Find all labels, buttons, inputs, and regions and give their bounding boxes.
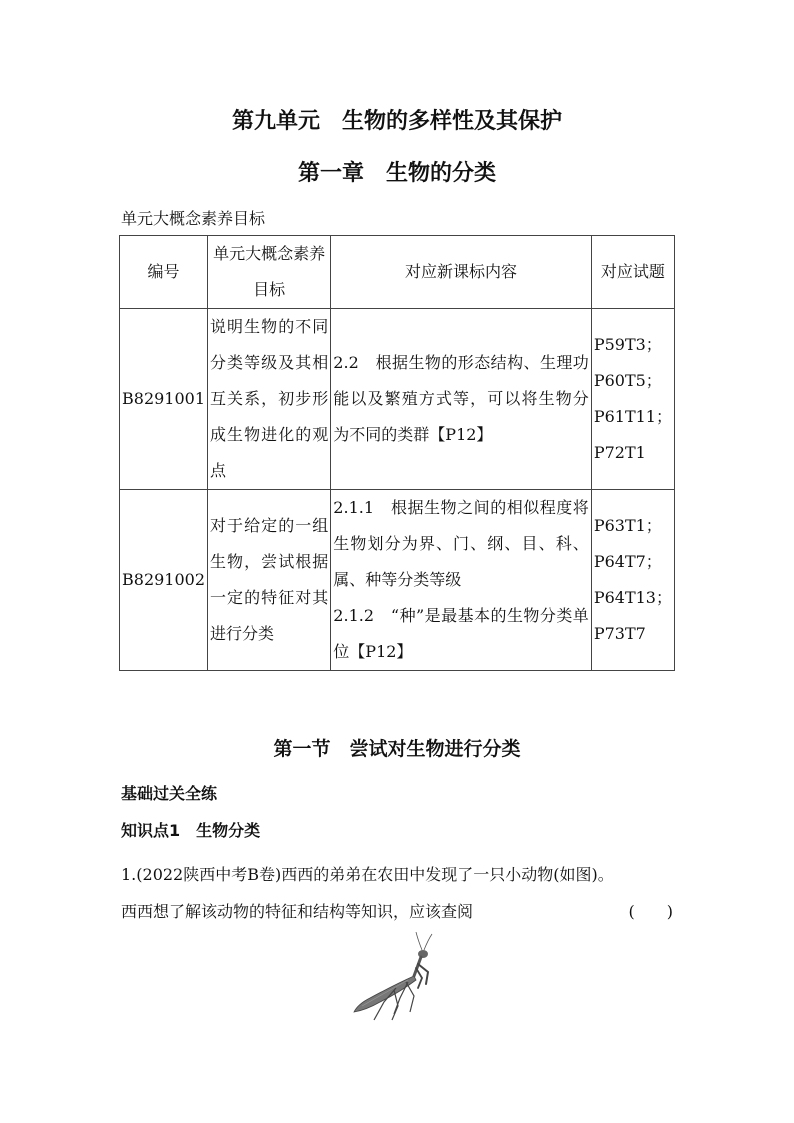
row-tests-cell	[591, 309, 674, 490]
section-title: 第一节 尝试对生物进行分类	[273, 738, 521, 760]
praying-mantis-icon	[348, 932, 443, 1022]
header-cell-tests: 对应试题	[591, 236, 674, 309]
question-text: 西西想了解该动物的特征和结构等知识，应该查阅	[121, 902, 474, 921]
header-cell-id: 编号	[120, 236, 208, 309]
practice-title: 基础过关全练	[121, 784, 218, 803]
test-ref: P60T5；	[593, 371, 662, 390]
test-ref: P73T7	[593, 624, 646, 643]
row-content-cell	[331, 309, 592, 490]
goals-table	[119, 235, 675, 671]
content-line: 2.1.1 根据生物之间的相似程度将生物划分为界、门、纲、目、科、属、种等分类等级	[333, 498, 589, 589]
table-row	[120, 309, 675, 490]
knowledge-point-title: 知识点1 生物分类	[121, 821, 261, 840]
table-row	[120, 490, 675, 671]
header-cell-content: 对应新课标内容	[331, 236, 592, 309]
row-goal-cell: 对于给定的一组生物，尝试根据一定的特征对其进行分类	[208, 490, 331, 671]
test-ref: P64T7；	[593, 552, 662, 571]
table-header-row	[120, 236, 675, 309]
content-line: 2.2 根据生物的形态结构、生理功能以及繁殖方式等，可以将生物分为不同的类群【P12】	[333, 353, 589, 444]
row-goal-cell: 说明生物的不同分类等级及其相互关系，初步形成生物进化的观点	[208, 309, 331, 490]
question-text-line: 1.(2022陕西中考B卷)西西的弟弟在农田中发现了一只小动物(如图)。	[121, 865, 614, 884]
chapter-title: 第一章 生物的分类	[297, 161, 496, 186]
row-id-cell: B8291001	[120, 309, 208, 490]
header-cell-goal: 单元大概念素养目标	[208, 236, 331, 309]
question-text-line	[121, 893, 681, 930]
test-ref: P72T1	[593, 443, 646, 462]
row-id-cell: B8291002	[120, 490, 208, 671]
test-ref: P59T3；	[593, 335, 662, 354]
row-tests-cell	[591, 490, 674, 671]
content-line: 2.1.2 “种”是最基本的生物分类单位【P12】	[333, 606, 589, 661]
row-content-cell	[331, 490, 592, 671]
test-ref: P63T1；	[593, 516, 662, 535]
unit-title: 第九单元 生物的多样性及其保护	[231, 109, 562, 134]
answer-blank: ( )	[628, 902, 673, 921]
test-ref: P61T11；	[593, 407, 672, 426]
question-1	[121, 856, 681, 930]
table-caption: 单元大概念素养目标	[121, 209, 266, 228]
test-ref: P64T13；	[593, 588, 672, 607]
